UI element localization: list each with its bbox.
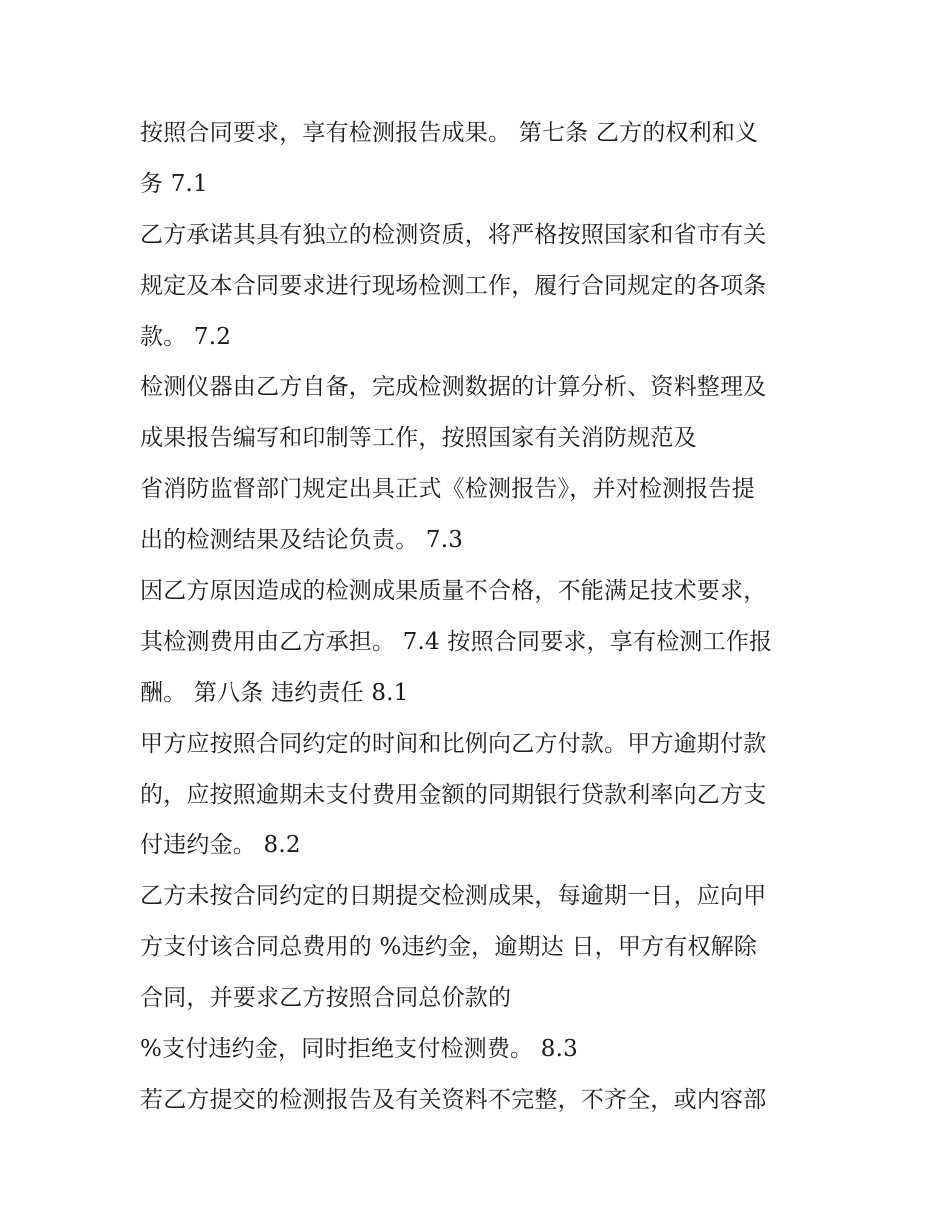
text-line: 省消防监督部门规定出具正式《检测报告》，并对检测报告提 (140, 476, 755, 503)
text-line: 出的检测结果及结论负责。 7.3 (140, 527, 464, 554)
text-line: 检测仪器由乙方自备，完成检测数据的计算分析、资料整理及 (140, 374, 767, 401)
text-line: 乙方承诺其具有独立的检测资质，将严格按照国家和省市有关 (140, 221, 767, 248)
contract-text (140, 108, 830, 1126)
text-line: 规定及本合同要求进行现场检测工作，履行合同规定的各项条 (140, 272, 767, 299)
text-line: 的，应按照逾期未支付费用金额的同期银行贷款利率向乙方支 (140, 781, 767, 808)
text-line: 按照合同要求，享有检测报告成果。 第七条 乙方的权利和义 (140, 120, 759, 146)
text-line: 方支付该合同总费用的 %违约金，逾期达 日，甲方有权解除 (140, 934, 758, 961)
text-line: 因乙方原因造成的检测成果质量不合格，不能满足技术要求， (140, 578, 767, 605)
text-line: 甲方应按照合同约定的时间和比例向乙方付款。甲方逾期付款 (140, 730, 767, 757)
text-line: 酬。 第八条 违约责任 8.1 (140, 679, 409, 706)
text-line: 乙方未按合同约定的日期提交检测成果，每逾期一日，应向甲 (140, 883, 767, 910)
text-line: 成果报告编写和印制等工作，按照国家有关消防规范及 (140, 425, 697, 452)
text-line: %支付违约金，同时拒绝支付检测费。 8.3 (140, 1036, 578, 1063)
text-line: 款。 7.2 (140, 323, 232, 350)
text-line: 若乙方提交的检测报告及有关资料不完整，不齐全，或内容部 (140, 1086, 767, 1113)
text-line: 其检测费用由乙方承担。 7.4 按照合同要求，享有检测工作报 (140, 628, 773, 655)
text-line: 务 7.1 (140, 170, 208, 197)
text-line: 合同，并要求乙方按照合同总价款的 (140, 985, 512, 1012)
text-line: 付违约金。 8.2 (140, 832, 301, 859)
